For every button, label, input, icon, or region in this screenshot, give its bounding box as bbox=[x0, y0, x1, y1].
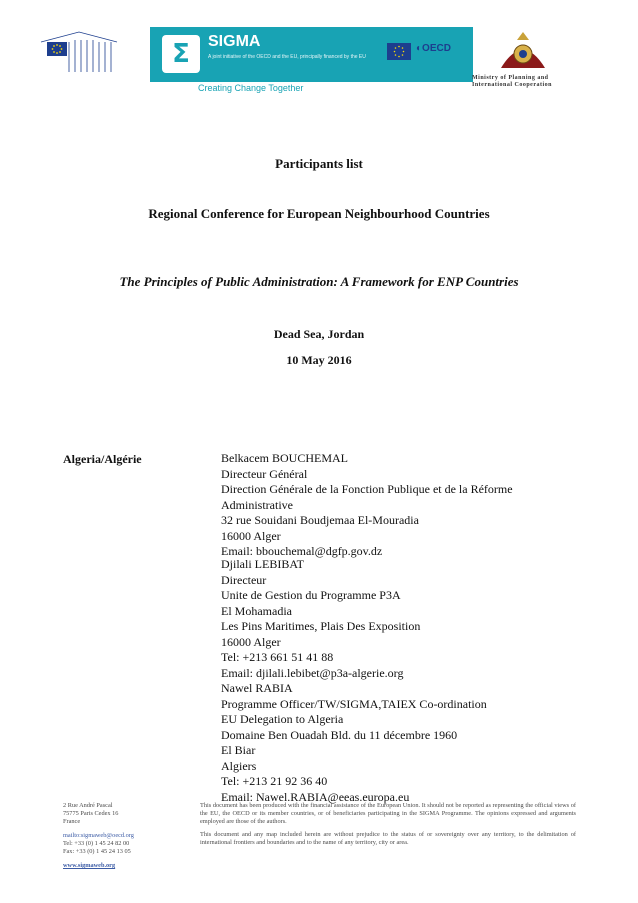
participant-line: Administrative bbox=[221, 497, 293, 512]
participant-line: EU Delegation to Algeria bbox=[221, 712, 344, 726]
participant-email: Email: bbouchemal@dgfp.gov.dz bbox=[221, 544, 383, 558]
disclaimer-paragraph: This document and any map included herein are without prejudice to the status of or sovereignty over any territory, to the delimitation of international frontiers and boundaries and to the name of any territory, city or area. bbox=[200, 831, 576, 846]
participant-name: Belkacem BOUCHEMAL bbox=[221, 451, 348, 465]
jordan-crest-icon bbox=[495, 28, 551, 72]
conference-title bbox=[0, 205, 638, 222]
participant-email: Email: Nawel.RABIA@eeas.europa.eu bbox=[221, 789, 410, 804]
european-commission-logo bbox=[33, 28, 125, 74]
participant-line: Algiers bbox=[221, 758, 257, 773]
participant-line: El Biar bbox=[221, 743, 256, 757]
sigma-slogan: Creating Change Together bbox=[198, 83, 304, 93]
participant-line: 16000 Alger bbox=[221, 528, 281, 543]
participant-line: Directeur Général bbox=[221, 466, 308, 481]
footer-contact bbox=[63, 802, 173, 870]
footer-address-line: 75775 Paris Cedex 16 bbox=[63, 810, 119, 817]
eu-flag-icon bbox=[387, 43, 411, 60]
conference-title-text: Regional Conference for European Neighbourhood Countries bbox=[148, 206, 490, 221]
participant-entry bbox=[221, 681, 487, 805]
participant-entry bbox=[221, 451, 513, 560]
footer-website-link[interactable]: www.sigmaweb.org bbox=[63, 862, 116, 869]
participant-line: Directeur bbox=[221, 572, 267, 587]
disclaimer-paragraph: This document has been produced with the financial assistance of the European Union. It should not be reported as representing the official views of the EU, the OECD or its member countries, or of beneficiaries participating in the SIGMA Programme. The opinions expressed and arguments employed are those of the authors. bbox=[200, 802, 576, 825]
participant-name: Djilali LEBIBAT bbox=[221, 557, 304, 571]
sigma-banner bbox=[150, 27, 473, 94]
participant-name: Nawel RABIA bbox=[221, 681, 293, 695]
participant-email: Email: djilali.lebibet@p3a-algerie.org bbox=[221, 665, 404, 680]
ministry-name: Ministry of Planning and International Cooperation bbox=[472, 75, 552, 88]
participant-phone: Tel: +213 21 92 36 40 bbox=[221, 774, 328, 788]
participant-line: Programme Officer/TW/SIGMA,TAIEX Co-ordination bbox=[221, 696, 487, 711]
footer-address-line: 2 Rue André Pascal bbox=[63, 802, 113, 809]
sigma-icon: Σ bbox=[162, 35, 200, 73]
conference-subtitle: The Principles of Public Administration: A Framework for ENP Countries bbox=[119, 274, 519, 289]
footer-address-line: France bbox=[63, 818, 81, 825]
participant-line: Direction Générale de la Fonction Publique et de la Réforme bbox=[221, 482, 513, 496]
footer-email-link[interactable]: mailto:sigmaweb@oecd.org bbox=[63, 832, 134, 839]
participant-line: El Mohamadia bbox=[221, 603, 292, 618]
footer-disclaimer bbox=[200, 802, 576, 852]
participant-phone: Tel: +213 661 51 41 88 bbox=[221, 650, 334, 664]
participant-line: 32 rue Souidani Boudjemaa El-Mouradia bbox=[221, 513, 419, 527]
sigma-tagline: A joint initiative of the OECD and the EU, principally financed by the EU bbox=[208, 54, 366, 60]
event-location: Dead Sea, Jordan bbox=[273, 327, 365, 341]
oecd-logo: ◐OECD bbox=[416, 43, 451, 54]
participant-line: Les Pins Maritimes, Plais Des Exposition bbox=[221, 619, 421, 633]
participant-line: Unite de Gestion du Programme P3A bbox=[221, 588, 401, 602]
event-date: 10 May 2016 bbox=[286, 353, 352, 367]
country-label: Algeria/Algérie bbox=[63, 452, 142, 466]
oecd-label: OECD bbox=[422, 43, 451, 54]
footer-tel: Tel: +33 (0) 1 45 24 82 00 bbox=[63, 840, 130, 847]
participant-entry bbox=[221, 557, 420, 681]
participant-line: 16000 Alger bbox=[221, 634, 281, 649]
participant-line: Domaine Ben Ouadah Bld. du 11 décembre 1960 bbox=[221, 727, 458, 742]
document-title: Participants list bbox=[275, 156, 363, 171]
footer-fax: Fax: +33 (0) 1 45 24 13 05 bbox=[63, 848, 131, 855]
sigma-wordmark: SIGMA bbox=[208, 33, 261, 50]
